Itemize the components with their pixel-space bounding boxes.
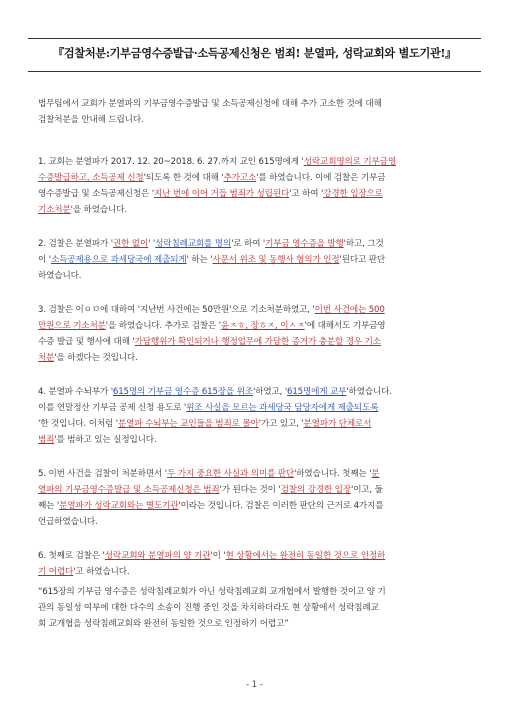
highlight-red: 분 <box>371 469 380 479</box>
p5-line-3 <box>38 498 471 514</box>
text: 이를 연말정산 기부금 공제 신청 용도로 ' <box>38 403 187 413</box>
text: 1. 교회는 분열파가 2017. 12. 20~2018. 6. 27.까지 교인 615명에게 ' <box>38 157 304 167</box>
quote-block <box>38 584 471 632</box>
intro-line-1: 법무팀에서 교회가 분열파의 기부금영수증발급 및 소득공제신청에 대해 추가 고소한 것에 대해 <box>38 99 382 109</box>
highlight-red: 수증발급하고, 소득공제 신청 <box>38 173 144 183</box>
text: '한 것입니다. 이처럼 ' <box>38 419 118 429</box>
paragraph-2 <box>38 236 471 284</box>
p6-line-2 <box>38 564 471 580</box>
highlight-red: 사문서 위조 및 동행사 혐의가 인정 <box>212 255 340 265</box>
p2-line-2 <box>38 252 471 268</box>
text: 2. 검찰은 분열파가 ' <box>38 239 113 249</box>
p3-line-4 <box>38 350 471 366</box>
text: '이 ' <box>210 551 226 561</box>
paragraph-6 <box>38 548 471 580</box>
highlight-red: 강경한 입장으로 <box>323 189 383 199</box>
highlight-blue: 성락침례교회를 명의 <box>155 239 232 249</box>
highlight-red: 분열파가 성락교회와는 별도기관 <box>59 501 179 511</box>
p2-line-1 <box>38 236 471 252</box>
page-number: - 1 - <box>245 680 264 690</box>
text: ' ' <box>148 239 156 249</box>
text: '이라는 것입니다. 검찰은 이러한 판단의 근거로 4가지를 <box>178 501 384 511</box>
p1-line-2 <box>38 170 471 186</box>
text: '을 하겠다는 것입니다. <box>54 353 138 363</box>
text: '하였고, ' <box>252 387 288 397</box>
text: '을 하였습니다. <box>70 205 127 215</box>
p3-line-3 <box>38 334 471 350</box>
text: '를 하였습니다. 이에 검찰은 기부금 <box>256 173 386 183</box>
p3-line-2 <box>38 318 471 334</box>
highlight-red: 기 어렵다 <box>38 567 74 577</box>
intro-paragraph <box>38 96 471 128</box>
text: 5. 이번 사건을 검찰이 처분하면서 ' <box>38 469 167 479</box>
text: 째는 ' <box>38 501 60 511</box>
highlight-red: 가담행위가 확인되거나 행정업무에 가담한 증거가 충분할 경우 기소 <box>134 337 381 347</box>
highlight-red: 분열파 수뇌부는 교인들을 범죄로 몰아 <box>117 419 259 429</box>
text: '이고, 둘 <box>351 485 383 495</box>
highlight-red: 기부금 영수증을 발행 <box>265 239 344 249</box>
highlight-blue: 615명의 기부금 영수증 615장을 위조 <box>112 387 253 397</box>
title-box <box>28 38 481 72</box>
highlight-red: 검찰의 강경한 입장 <box>280 485 351 495</box>
highlight-red: 처분 <box>38 353 55 363</box>
text: 3. 검찰은 이ㅇㅁ에 대하여 '지난번 사건에는 50만원'으로 기소처분하였고, ' <box>38 305 315 315</box>
p1-line-3 <box>38 186 471 202</box>
highlight-red: 열파의 기부금영수증발급 및 소득공제신청은 범죄 <box>38 485 220 495</box>
text: '하였습니다. <box>346 387 392 397</box>
highlight-red: 윤ㅈㅎ, 장ㅎㅈ, 이ㅅㅈ <box>220 321 305 331</box>
quote-line-2: 관의 동일성 여부에 대한 다수의 소송이 진행 중인 것을 차치하더라도 현 상황에서 성락침례교 <box>38 603 379 613</box>
document-title: 『검찰처분:기부금영수증발급·소득공제신청은 범죄! 분열파, 성락교회와 별도기관!』 <box>52 46 457 60</box>
p6-line-1 <box>38 548 471 564</box>
text: '하였습니다. 첫째는 ' <box>294 469 372 479</box>
text: 수증 발급 및 행사에 대해 ' <box>38 337 135 347</box>
highlight-red: 기소처분 <box>38 205 71 215</box>
text: ' 하는 ' <box>186 255 213 265</box>
text: '되도록 한 것에 대해 ' <box>143 173 224 183</box>
highlight-red: 성락교회명의로 기부금영 <box>303 157 396 167</box>
paragraph-5 <box>38 466 471 530</box>
highlight-red: 이번 사건에는 500 <box>314 305 385 315</box>
highlight-red: 분열파가 단체로서 <box>303 419 372 429</box>
text: '된다고 판단 <box>339 255 386 265</box>
paragraph-1 <box>38 154 471 218</box>
text: '가고 있고, ' <box>258 419 304 429</box>
text: '로 하여 ' <box>231 239 266 249</box>
highlight-red: 만원으로 기소처분 <box>38 321 106 331</box>
text: '하고, 그것 <box>343 239 384 249</box>
paragraph-3 <box>38 302 471 366</box>
highlight-red: 권한 없이 <box>112 239 149 249</box>
p2-line-3: 하였습니다. <box>38 271 82 281</box>
p4-line-3 <box>38 416 471 432</box>
text: '가 된다는 것이 ' <box>219 485 281 495</box>
text: 영수증발급 및 소득공제신청은 ' <box>38 189 154 199</box>
text: '를 범하고 있는 실정입니다. <box>54 435 157 445</box>
text: '고 하였습니다. <box>73 567 130 577</box>
highlight-blue: 615명에게 교부 <box>287 387 347 397</box>
quote-line-3: 회 교개협을 성락침례교회와 완전히 동일한 것으로 인정하기 어렵고” <box>38 619 289 629</box>
text: '에 대해서도 기부금영 <box>304 321 386 331</box>
p5-line-2 <box>38 482 471 498</box>
p4-line-2 <box>38 400 471 416</box>
p1-line-1 <box>38 154 471 170</box>
paragraph-4 <box>38 384 471 448</box>
p4-line-4 <box>38 432 471 448</box>
p5-line-4: 언급하였습니다. <box>38 517 98 527</box>
text: 6. 첫째로 검찰은 ' <box>38 551 105 561</box>
highlight-red: 성락교회와 분열파의 양 기관 <box>104 551 211 561</box>
quote-line-1: “615장의 기부금 영수증은 성락침례교회가 아닌 성락침례교회 교개협에서 발행한 것이고 양 기 <box>38 587 386 597</box>
highlight-blue: 소득공제용으로 과세당국에 제출되게 <box>50 255 187 265</box>
highlight-red: 범죄 <box>38 435 55 445</box>
text: 4. 분열파 수뇌부가 ' <box>38 387 113 397</box>
p3-line-1 <box>38 302 471 318</box>
highlight-red: 추가고소 <box>223 173 257 183</box>
intro-line-2: 검찰처분을 안내해 드립니다. <box>38 115 144 125</box>
highlight-red: 두 가지 중요한 사실과 의미를 판단 <box>167 469 295 479</box>
text: 이 ' <box>38 255 51 265</box>
highlight-blue: 위조 사실을 모르는 과세당국 담당자에게 제출되도록 <box>186 403 379 413</box>
p4-line-1 <box>38 384 471 400</box>
p5-line-1 <box>38 466 471 482</box>
p1-line-4 <box>38 202 471 218</box>
text: '을 하였습니다. 추가로 검찰은 ' <box>105 321 221 331</box>
text: '고 하여 ' <box>289 189 324 199</box>
highlight-red: 지난 번에 이어 거듭 범죄가 성립된다 <box>153 189 290 199</box>
highlight-red: 현 상황에서는 완전히 동일한 것으로 인정하 <box>225 551 386 561</box>
